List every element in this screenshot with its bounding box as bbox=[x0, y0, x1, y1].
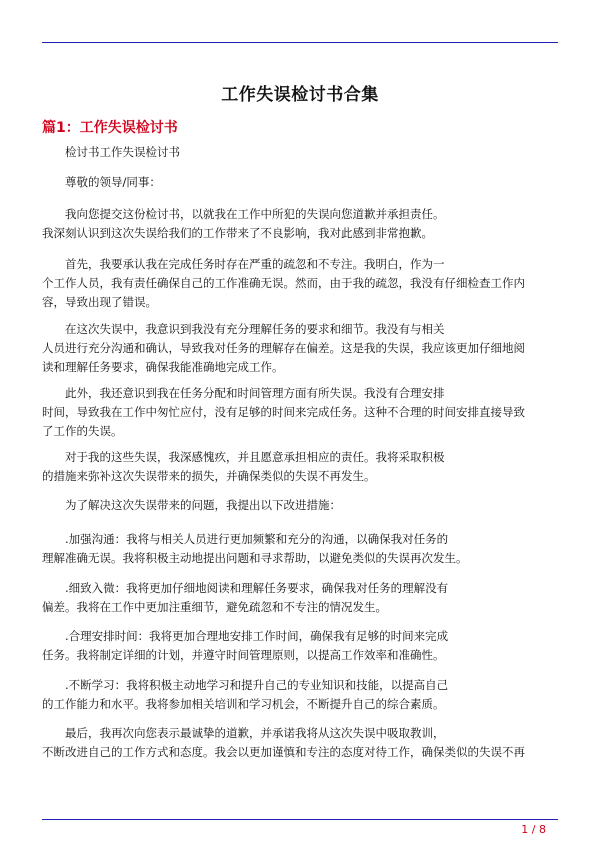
text-line: 时间，导致我在工作中匆忙应付，没有足够的时间来完成任务。这种不合理的时间安排直接导致 bbox=[42, 405, 525, 419]
text-line: 不断改进自己的工作方式和态度。我会以更加谨慎和专注的态度对待工作，确保类似的失误不再 bbox=[42, 745, 525, 759]
text-line: 偏差。我将在工作中更加注重细节，避免疏忽和不专注的情况发生。 bbox=[42, 600, 387, 614]
text-line: 在这次失误中，我意识到我没有充分理解任务的要求和细节。我没有与相关 bbox=[42, 322, 445, 336]
text-line: 首先，我要承认我在完成任务时存在严重的疏忽和不专注。我明白，作为一 bbox=[42, 257, 445, 271]
document-title: 工作失误检讨书合集 bbox=[221, 85, 379, 105]
paragraph bbox=[42, 384, 558, 441]
paragraph bbox=[42, 143, 558, 162]
text-line: 的措施来弥补这次失误带来的损失，并确保类似的失误不再发生。 bbox=[42, 469, 376, 483]
page-number: 1 / 8 bbox=[521, 823, 546, 836]
text-line: 我深刻认识到这次失误给我们的工作带来了不良影响，我对此感到非常抱歉。 bbox=[42, 226, 433, 240]
section-heading: 篇1：工作失误检讨书 bbox=[42, 120, 178, 136]
text-line: 读和理解任务要求，确保我能准确地完成工作。 bbox=[42, 360, 284, 374]
text-line: 为了解决这次失误带来的问题，我提出以下改进措施： bbox=[42, 498, 341, 512]
paragraph bbox=[42, 496, 558, 515]
paragraph bbox=[42, 579, 558, 617]
paragraph bbox=[42, 320, 558, 377]
text-line: 最后，我再次向您表示最诚挚的道歉，并承诺我将从这次失误中吸取教训， bbox=[42, 726, 445, 740]
text-line: .不断学习：我将积极主动地学习和提升自己的专业知识和技能，以提高自己 bbox=[42, 678, 449, 692]
paragraph bbox=[42, 627, 558, 665]
text-line: 理解准确无误。我将积极主动地提出问题和寻求帮助，以避免类似的失误再次发生。 bbox=[42, 551, 468, 565]
paragraph bbox=[42, 530, 558, 568]
text-line: .细致入微：我将更加仔细地阅读和理解任务要求，确保我对任务的理解没有 bbox=[42, 581, 449, 595]
text-line: 的工作能力和水平。我将参加相关培训和学习机会，不断提升自己的综合素质。 bbox=[42, 697, 445, 711]
paragraph bbox=[42, 255, 558, 312]
paragraph bbox=[42, 724, 558, 762]
text-line: 此外，我还意识到我在任务分配和时间管理方面有所失误。我没有合理安排 bbox=[42, 386, 445, 400]
paragraph bbox=[42, 676, 558, 714]
text-line: .加强沟通：我将与相关人员进行更加频繁和充分的沟通，以确保我对任务的 bbox=[42, 532, 449, 546]
paragraph bbox=[42, 173, 558, 192]
text-line: 了工作的失误。 bbox=[42, 424, 123, 438]
text-line: 个工作人员，我有责任确保自己的工作准确无误。然而，由于我的疏忽，我没有仔细检查工作内 bbox=[42, 276, 525, 290]
paragraph bbox=[42, 205, 558, 243]
text-line: 对于我的这些失误，我深感愧疚，并且愿意承担相应的责任。我将采取积极 bbox=[42, 450, 445, 464]
text-line: 容，导致出现了错误。 bbox=[42, 295, 157, 309]
text-line: .合理安排时间：我将更加合理地安排工作时间，确保我有足够的时间来完成 bbox=[42, 629, 449, 643]
text-line: 检讨书工作失误检讨书 bbox=[42, 145, 180, 159]
text-line: 任务。我将制定详细的计划，并遵守时间管理原则，以提高工作效率和准确性。 bbox=[42, 648, 445, 662]
text-line: 人员进行充分沟通和确认，导致我对任务的理解存在偏差。这是我的失误，我应该更加仔细地阅 bbox=[42, 341, 525, 355]
text-line: 我向您提交这份检讨书，以就我在工作中所犯的失误向您道歉并承担责任。 bbox=[42, 207, 445, 221]
header-rule bbox=[42, 42, 558, 43]
text-line: 尊敬的领导/同事： bbox=[42, 175, 161, 189]
footer-rule bbox=[42, 819, 558, 820]
paragraph bbox=[42, 448, 558, 486]
